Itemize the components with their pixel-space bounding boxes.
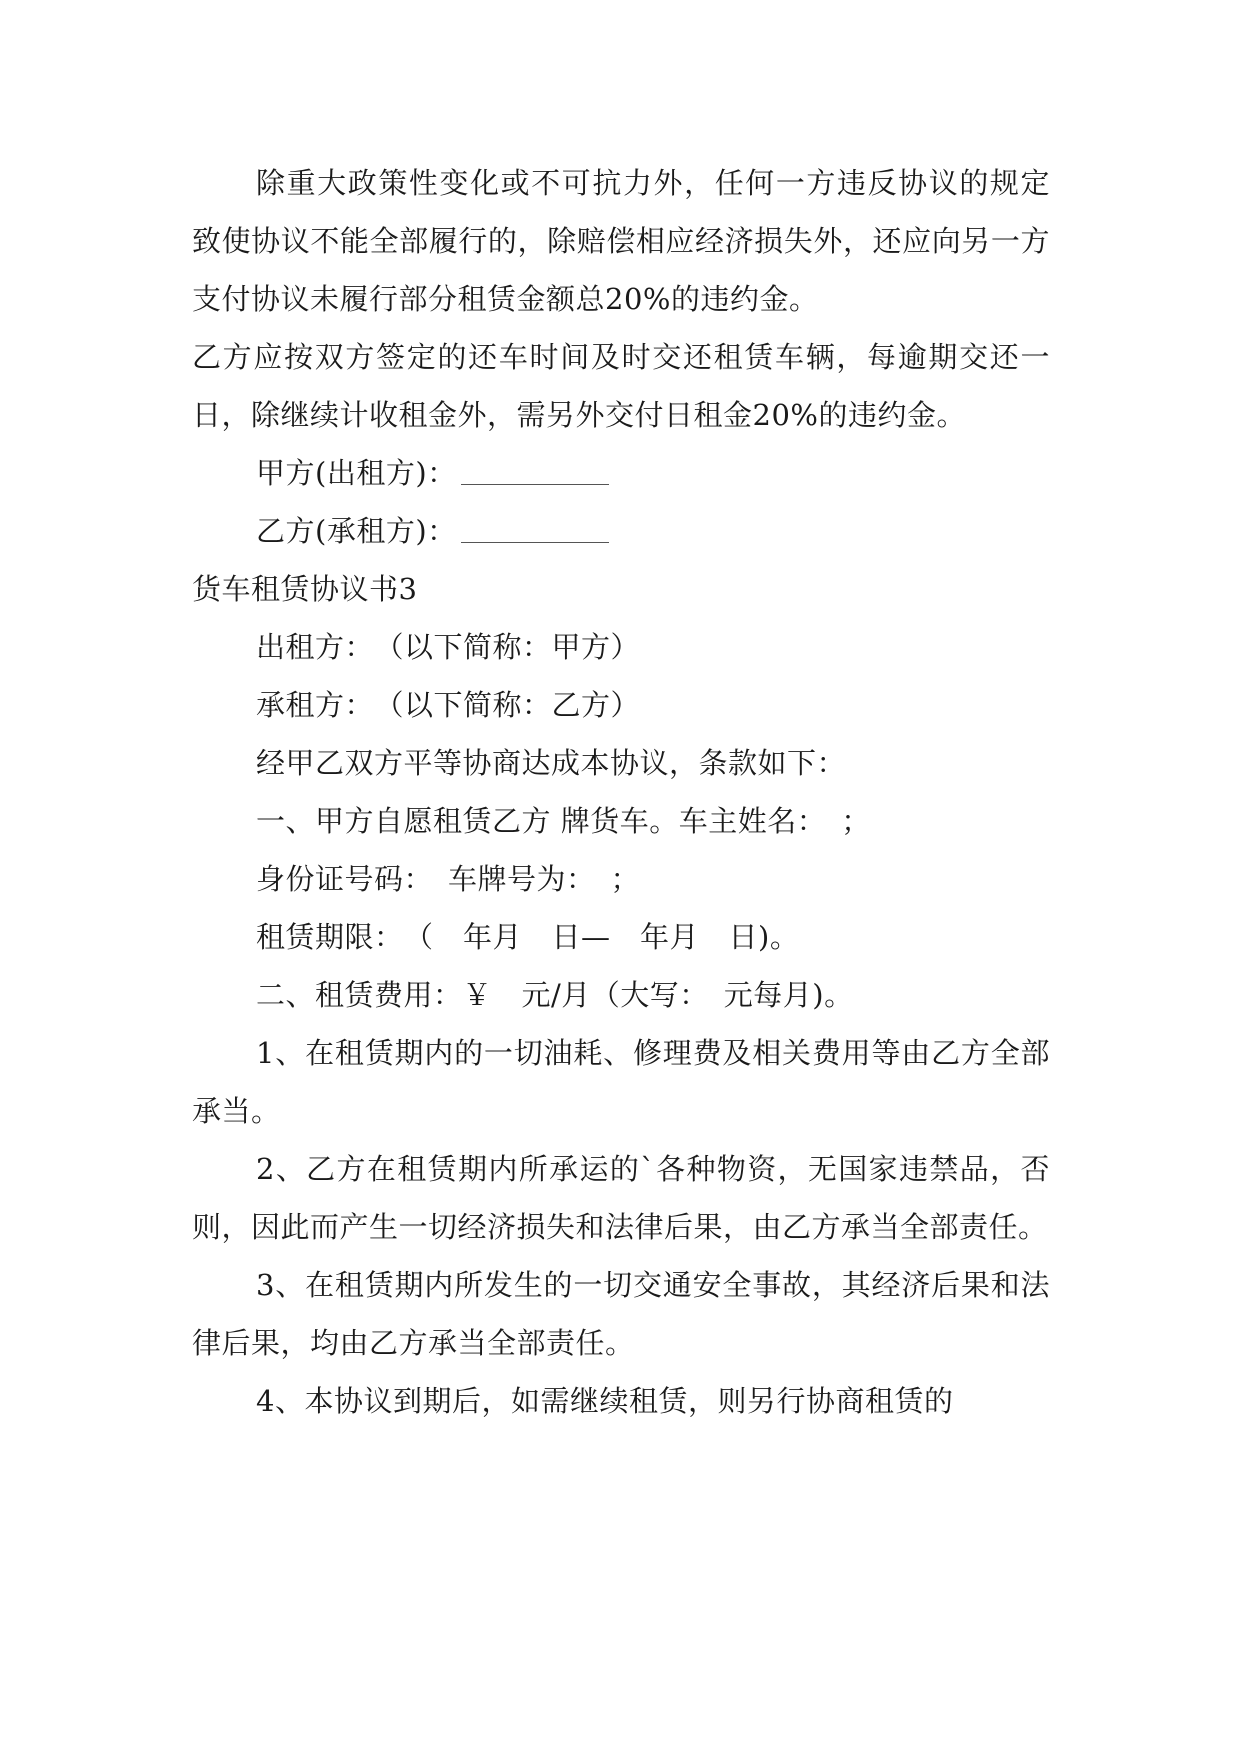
section-title: 货车租赁协议书3 — [192, 572, 418, 606]
lessee-line: 承租方： （以下简称：乙方） — [256, 688, 641, 722]
item-3: 3、在租赁期内所发生的一切交通安全事故，其经济后果和法律后果，均由乙方承当全部责任。 — [192, 1268, 1050, 1360]
clause-1: 一、甲方自愿租赁乙方 牌货车。车主姓名： ； — [256, 804, 871, 838]
signature-party-b — [192, 502, 1050, 560]
intro-line: 经甲乙双方平等协商达成本协议，条款如下： — [256, 746, 847, 780]
id-line: 身份证号码： 车牌号为： ； — [256, 862, 641, 896]
signature-party-a — [192, 444, 1050, 502]
signature-party-a-label: 甲方(出租方)： — [256, 456, 457, 490]
signature-blank-a — [461, 466, 609, 485]
lessor-line: 出租方： （以下简称：甲方） — [256, 630, 641, 664]
signature-party-b-label: 乙方(承租方)： — [256, 514, 457, 548]
item-4: 4、本协议到期后，如需继续租赁，则另行协商租赁的 — [256, 1384, 954, 1418]
item-1: 1、在租赁期内的一切油耗、修理费及相关费用等由乙方全部承当。 — [192, 1036, 1050, 1128]
clause-2: 二、租赁费用：￥ 元/月（大写： 元每月)。 — [256, 978, 854, 1012]
paragraph-breach-penalty: 除重大政策性变化或不可抗力外，任何一方违反协议的规定致使协议不能全部履行的，除赔偿相应经济损失外，还应向另一方支付协议未履行部分租赁金额总20%的违约金。 — [192, 166, 1050, 316]
signature-blank-b — [461, 524, 609, 543]
paragraph-late-return: 乙方应按双方签定的还车时间及时交还租赁车辆，每逾期交还一日，除继续计收租金外，需另外交付日租金20%的违约金。 — [192, 340, 1050, 432]
document-page — [192, 154, 1050, 1430]
item-2: 2、乙方在租赁期内所承运的`各种物资，无国家违禁品，否则，因此而产生一切经济损失和法律后果，由乙方承当全部责任。 — [192, 1152, 1050, 1244]
term-line: 租赁期限： （ 年月 日— 年月 日)。 — [256, 920, 800, 954]
